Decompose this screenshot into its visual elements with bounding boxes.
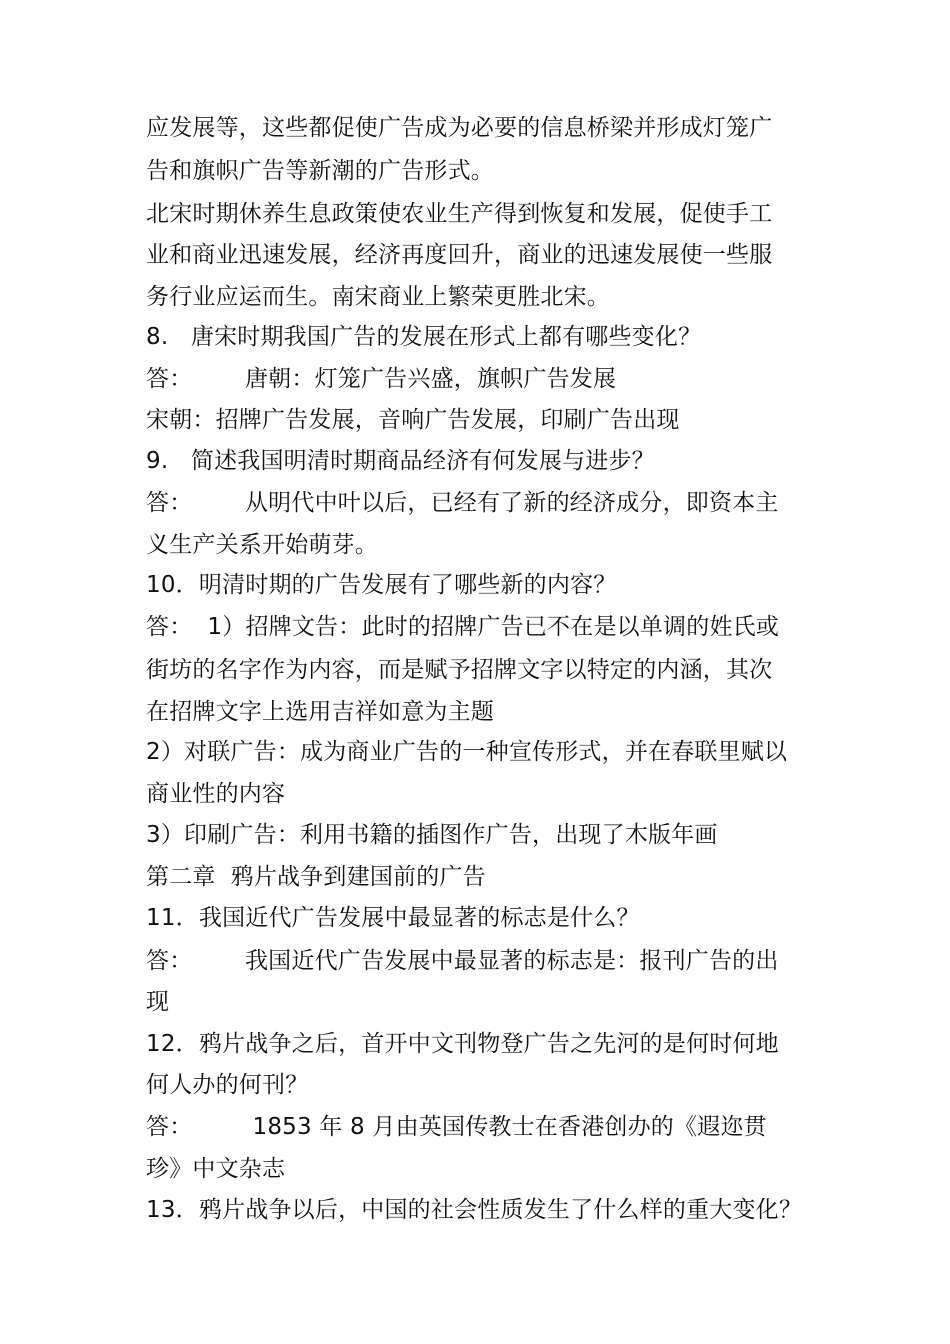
text-line: 珍》中文杂志 <box>146 1156 286 1182</box>
answer-line: 答： 1853 年 8 月由英国传教士在香港创办的《遐迩贯 <box>146 1114 767 1140</box>
question-heading: 12．鸦片战争之后，首开中文刊物登广告之先河的是何时何地 <box>146 1031 779 1057</box>
text-line: 2）对联广告：成为商业广告的一种宣传形式，并在春联里赋以 <box>146 739 788 765</box>
answer-line: 答： 唐朝：灯笼广告兴盛，旗帜广告发展 <box>146 366 617 392</box>
text-line: 告和旗帜广告等新潮的广告形式。 <box>146 158 494 184</box>
text-line: 街坊的名字作为内容，而是赋予招牌文字以特定的内涵，其次 <box>146 657 773 683</box>
text-line: 在招牌文字上选用吉祥如意为主题 <box>146 699 494 725</box>
chapter-heading: 第二章 鸦片战争到建国前的广告 <box>146 864 486 890</box>
question-heading: 10．明清时期的广告发展有了哪些新的内容？ <box>146 572 617 598</box>
text-line: 义生产关系开始萌芽。 <box>146 532 378 558</box>
text-line: 宋朝：招牌广告发展，音响广告发展，印刷广告出现 <box>146 407 680 433</box>
text-line: 3）印刷广告：利用书籍的插图作广告，出现了木版年画 <box>146 822 718 848</box>
answer-line: 答： 1）招牌文告：此时的招牌广告已不在是以单调的姓氏或 <box>146 614 780 640</box>
question-heading: 11．我国近代广告发展中最显著的标志是什么？ <box>146 905 640 931</box>
question-heading: 13．鸦片战争以后，中国的社会性质发生了什么样的重大变化？ <box>146 1197 803 1223</box>
text-line: 现 <box>146 989 170 1015</box>
text-line: 务行业应运而生。南宋商业上繁荣更胜北宋。 <box>146 284 610 310</box>
question-heading: 9. 简述我国明清时期商品经济有何发展与进步？ <box>146 448 655 474</box>
text-line: 何人办的何刊？ <box>146 1072 309 1098</box>
text-line: 应发展等，这些都促使广告成为必要的信息桥梁并形成灯笼广 <box>146 115 773 141</box>
text-line: 业和商业迅速发展，经济再度回升，商业的迅速发展使一些服 <box>146 242 773 268</box>
text-line: 商业性的内容 <box>146 781 286 807</box>
text-line: 北宋时期休养生息政策使农业生产得到恢复和发展，促使手工 <box>146 201 773 227</box>
answer-line: 答： 我国近代广告发展中最显著的标志是：报刊广告的出 <box>146 948 779 974</box>
question-heading: 8. 唐宋时期我国广告的发展在形式上都有哪些变化？ <box>146 324 702 350</box>
answer-line: 答： 从明代中叶以后，已经有了新的经济成分，即资本主 <box>146 490 779 516</box>
